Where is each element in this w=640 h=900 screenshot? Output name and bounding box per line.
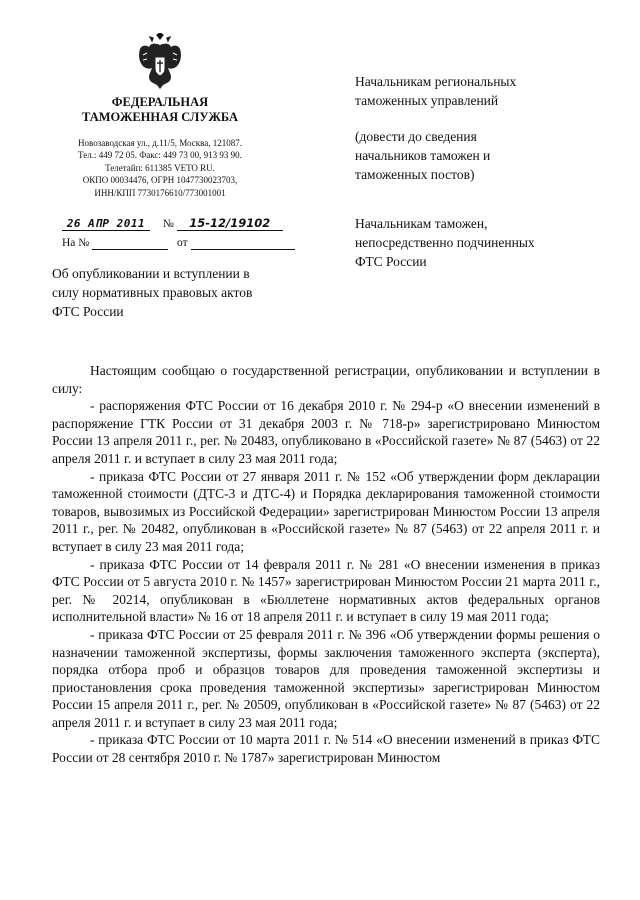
note-line: таможенных постов) <box>355 167 475 182</box>
ref-label: На № <box>62 237 90 249</box>
document-number: 15-12/19102 <box>189 216 271 230</box>
note-line: начальников таможен и <box>355 148 491 163</box>
contact-line: Телетайп: 611385 VETO RU. <box>105 162 215 173</box>
registration-line <box>62 216 283 231</box>
reference-line <box>62 237 295 250</box>
recipient-line: Начальникам региональных <box>355 74 517 89</box>
agency-name <box>60 95 260 125</box>
number-label: № <box>162 218 174 230</box>
recipient-line: непосредственно подчиненных <box>355 235 535 250</box>
contact-line: Новозаводская ул., д.11/5, Москва, 121087. <box>78 138 242 148</box>
subject-line: силу нормативных правовых актов <box>52 285 253 300</box>
ref-from-label: от <box>177 237 188 249</box>
body-intro: Настоящим сообщаю о государственной регистрации, опубликовании и вступлении в силу: <box>52 363 600 396</box>
document-date: 26 АПР 2011 <box>66 217 146 230</box>
body-item: - распоряжения ФТС России от 16 декабря 2010 г. № 294-р «О внесении изменений в распоряжение ГТК России от 31 декабря 2003 г. № 718-р» зарегистрировано Минюстом России 13 апреля 2011 г., рег. № 20483, опубликовано в «Российской газете» № 87 (5463) от 22 апреля 2011 г. и вступает в силу 23 мая 2011 года; <box>52 398 600 466</box>
body-item: - приказа ФТС России от 10 марта 2011 г. № 514 «О внесении изменений в приказ ФТС России от 28 сентября 2010 г. № 1787» зарегистрирован Минюстом <box>52 732 600 766</box>
subject <box>52 264 292 321</box>
recipient-line: таможенных управлений <box>355 93 499 108</box>
body-item: - приказа ФТС России от 27 января 2011 г. № 152 «Об утверждении форм декларации таможенной стоимости (ДТС-3 и ДТС-4) и Порядка декларирования таможенной стоимости товаров, вывозимых из Российской Федерации» зарегистрирован Минюстом России 13 апреля 2011 г., рег. № 20482, опубликован в «Российской газете» № 87 (5463) от 22 апреля 2011 г. и вступает в силу 23 мая 2011 года; <box>52 468 600 554</box>
subject-line: Об опубликовании и вступлении в <box>52 266 250 281</box>
agency-line: ТАМОЖЕННАЯ СЛУЖБА <box>82 110 238 124</box>
body-item: - приказа ФТС России от 25 февраля 2011 г. № 396 «Об утверждении формы решения о назначении таможенной экспертизы, формы заключения таможенного эксперта (эксперта), порядка отбора проб и образцов товаров для проведения таможенной экспертизы и приостановления срока проведения таможенной экспертизы» зарегистрирован Минюстом России 15 апреля 2011 г., рег. № 20509, опубликован в «Российской газете» № 87 (5463) от 22 апреля 2011 г. и вступает в силу 23 мая 2011 года; <box>52 626 600 730</box>
note-line: (довести до сведения <box>355 129 477 144</box>
coat-of-arms-icon <box>135 33 185 91</box>
sender-contacts <box>55 137 265 199</box>
subject-line: ФТС России <box>52 304 124 319</box>
recipient-group-2 <box>355 214 535 271</box>
recipient-line: Начальникам таможен, <box>355 216 488 231</box>
recipient-line: ФТС России <box>355 254 427 269</box>
contact-line: ИНН/КПП 7730176610/773001001 <box>94 187 226 198</box>
recipient-group-1 <box>355 72 516 110</box>
letter-body <box>52 362 600 767</box>
recipient-note <box>355 127 490 184</box>
body-item: - приказа ФТС России от 14 февраля 2011 г. № 281 «О внесении изменения в приказ ФТС России от 5 августа 2010 г. № 1457» зарегистрирован Минюстом России 21 марта 2011 г., рег. № 20214, опубликован в «Бюллетене нормативных актов федеральных органов исполнительной власти» № 16 от 18 апреля 2011 г. и вступает в силу 19 мая 2011 года; <box>52 556 600 625</box>
contact-line: ОКПО 00034476, ОГРН 1047730023703, <box>82 175 238 186</box>
contact-line: Тел.: 449 72 05. Факс: 449 73 00, 913 93 90. <box>78 150 242 161</box>
agency-line: ФЕДЕРАЛЬНАЯ <box>111 95 209 109</box>
